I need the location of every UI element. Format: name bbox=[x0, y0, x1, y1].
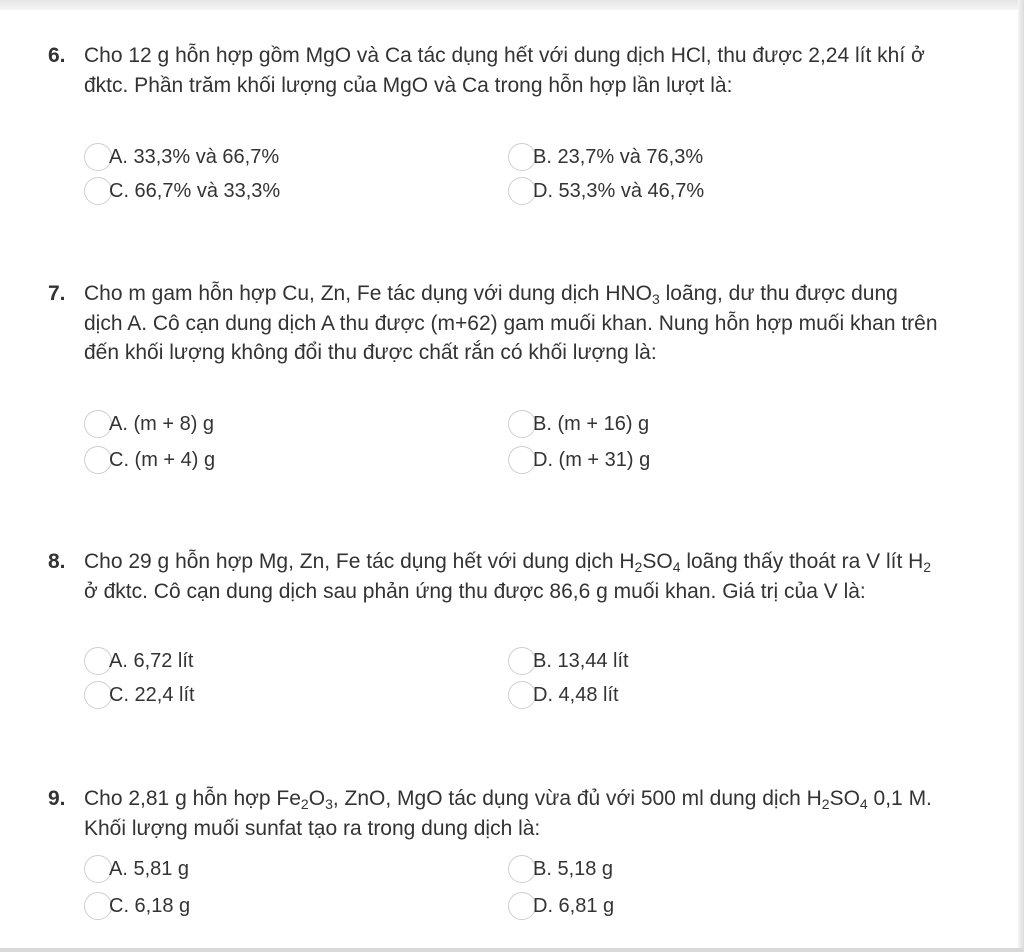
top-frame-bar bbox=[0, 0, 1024, 10]
radio-circle-icon[interactable] bbox=[508, 143, 536, 171]
option-d[interactable] bbox=[508, 176, 704, 206]
option-label: C. 6,18 g bbox=[109, 895, 191, 917]
radio-circle-icon[interactable] bbox=[84, 681, 112, 709]
question-text: Cho m gam hỗn hợp Cu, Zn, Fe tác dụng với dung dịch $HNO_3$ loãng, dư thu được dung dịch A. Cô cạn dung dịch A thu được (m+62) gam muối khan. Nung hỗn hợp muối khan trên đến khối lượng không đổi thu được chất rắn có khối lượng là: bbox=[84, 282, 938, 364]
option-c[interactable] bbox=[84, 680, 195, 710]
radio-circle-icon[interactable] bbox=[508, 855, 536, 883]
option-label: D. 4,48 lít bbox=[533, 684, 619, 706]
bottom-frame-edge bbox=[0, 948, 1024, 952]
option-label: D. 53,3% và 46,7% bbox=[533, 180, 705, 202]
question-number: 6. bbox=[48, 44, 66, 67]
option-label: B. 13,44 lít bbox=[533, 650, 629, 672]
question-number: 7. bbox=[48, 282, 66, 305]
radio-circle-icon[interactable] bbox=[508, 892, 536, 920]
question-7 bbox=[48, 279, 948, 489]
option-label: C. 22,4 lít bbox=[109, 684, 195, 706]
option-b[interactable] bbox=[508, 854, 613, 884]
option-a[interactable] bbox=[84, 854, 189, 884]
option-label: C. (m + 4) g bbox=[109, 449, 216, 471]
question-text: Cho 29 g hỗn hợp Mg, Zn, Fe tác dụng hết với dung dịch $H_2SO_4$ loãng thấy thoát ra V lít $H_2$ ở đktc. Cô cạn dung dịch sau phản ứng thu được 86,6 g muối khan. Giá trị của V là: bbox=[84, 550, 932, 603]
option-c[interactable] bbox=[84, 445, 215, 475]
radio-circle-icon[interactable] bbox=[84, 855, 112, 883]
option-label: B. (m + 16) g bbox=[533, 413, 650, 435]
option-c[interactable] bbox=[84, 176, 280, 206]
option-label: D. 6,81 g bbox=[533, 895, 615, 917]
question-text: Cho 2,81 g hỗn hợp $Fe_2O_3$, ZnO, MgO tác dụng vừa đủ với 500 ml dung dịch $H_2SO_4$ 0,1 M. Khối lượng muối sunfat tạo ra trong dung dịch là: bbox=[84, 787, 932, 840]
question-number: 9. bbox=[48, 787, 66, 810]
radio-circle-icon[interactable] bbox=[84, 892, 112, 920]
question-9 bbox=[48, 784, 948, 934]
radio-circle-icon[interactable] bbox=[84, 410, 112, 438]
radio-circle-icon[interactable] bbox=[84, 143, 112, 171]
question-text: Cho 12 g hỗn hợp gồm MgO và Ca tác dụng hết với dung dịch HCl, thu được 2,24 lít khí ở đktc. Phần trăm khối lượng của MgO và Ca trong hỗn hợp lần lượt là: bbox=[84, 44, 925, 97]
option-d[interactable] bbox=[508, 891, 614, 921]
radio-circle-icon[interactable] bbox=[508, 681, 536, 709]
option-label: D. (m + 31) g bbox=[533, 449, 651, 471]
option-a[interactable] bbox=[84, 409, 214, 439]
option-b[interactable] bbox=[508, 646, 629, 676]
radio-circle-icon[interactable] bbox=[84, 647, 112, 675]
radio-circle-icon[interactable] bbox=[508, 410, 536, 438]
radio-circle-icon[interactable] bbox=[508, 177, 536, 205]
option-b[interactable] bbox=[508, 409, 649, 439]
option-label: A. 5,81 g bbox=[109, 858, 190, 880]
option-label: B. 23,7% và 76,3% bbox=[533, 146, 704, 168]
question-6 bbox=[48, 41, 948, 221]
option-a[interactable] bbox=[84, 142, 279, 172]
option-d[interactable] bbox=[508, 445, 650, 475]
right-frame-edge bbox=[1018, 0, 1024, 952]
radio-circle-icon[interactable] bbox=[84, 177, 112, 205]
option-label: A. 6,72 lít bbox=[109, 650, 194, 672]
option-d[interactable] bbox=[508, 680, 619, 710]
option-label: A. 33,3% và 66,7% bbox=[109, 146, 280, 168]
radio-circle-icon[interactable] bbox=[508, 446, 536, 474]
question-8 bbox=[48, 547, 948, 727]
question-number: 8. bbox=[48, 550, 66, 573]
option-label: A. (m + 8) g bbox=[109, 413, 215, 435]
option-a[interactable] bbox=[84, 646, 194, 676]
option-label: B. 5,18 g bbox=[533, 858, 614, 880]
option-c[interactable] bbox=[84, 891, 190, 921]
option-b[interactable] bbox=[508, 142, 703, 172]
option-label: C. 66,7% và 33,3% bbox=[109, 180, 281, 202]
radio-circle-icon[interactable] bbox=[508, 647, 536, 675]
radio-circle-icon[interactable] bbox=[84, 446, 112, 474]
